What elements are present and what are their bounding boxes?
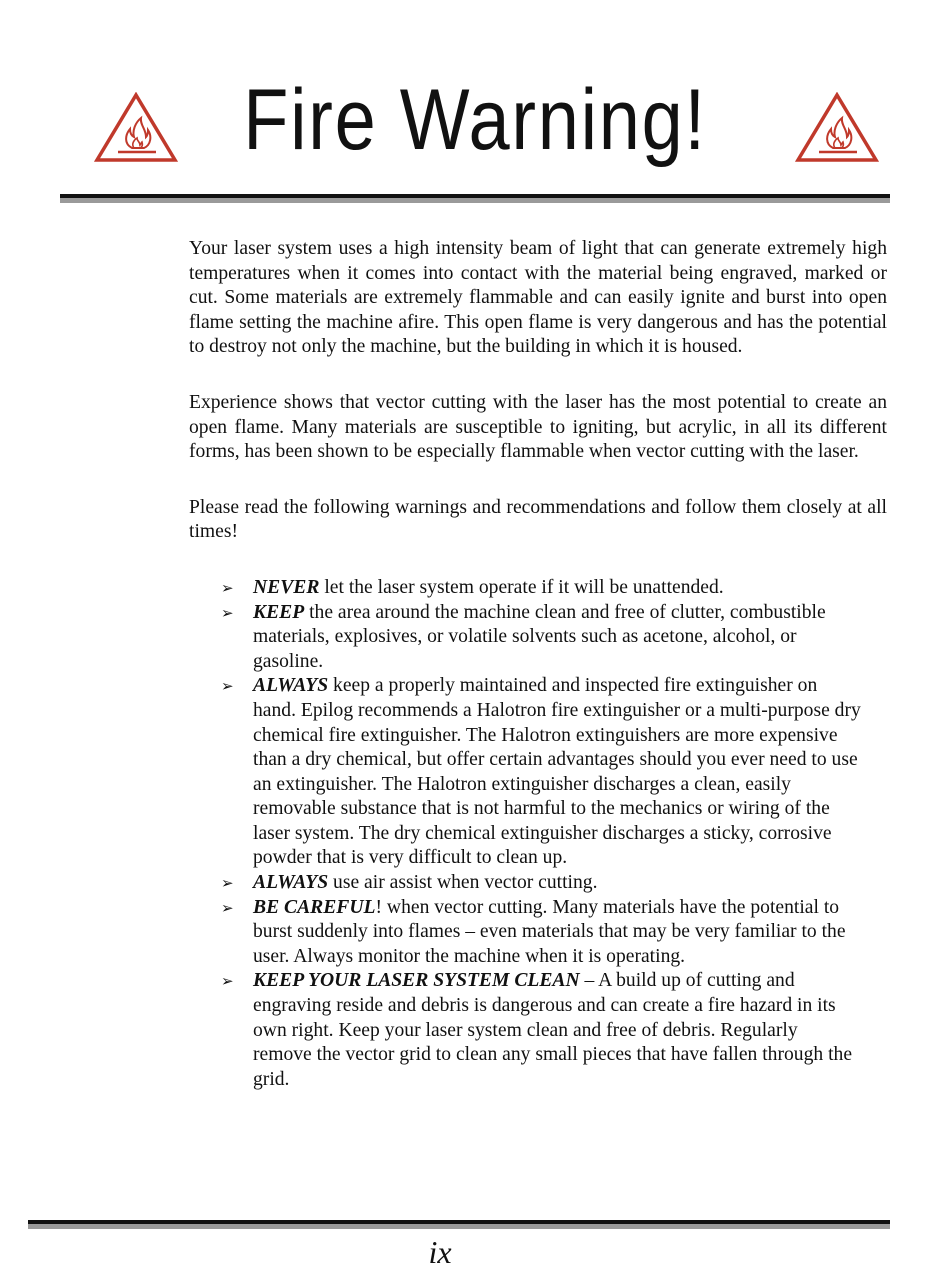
warning-emphasis: BE CAREFUL bbox=[253, 896, 376, 918]
arrow-bullet-icon: ➢ bbox=[221, 898, 234, 917]
warning-text: – A build up of cutting and engraving reside and debris is dangerous and can create a fire hazard in its own right. Keep your laser system clean and free of debris. Regularly remove the vector grid to clean any small pieces that have fallen through the grid. bbox=[253, 970, 853, 1090]
warning-emphasis: KEEP bbox=[253, 601, 305, 623]
page-title: Fire Warning! bbox=[243, 72, 707, 168]
warning-text: keep a properly maintained and inspected fire extinguisher on hand. Epilog recommends a Halotron fire extinguisher or a multi-purpose dry chemical fire extinguisher. The Halotron extinguishers are more expensive than a dry chemical, but offer certain advantages should you ever need to use an extinguisher. The Halotron extinguisher discharges a clean, easily removable substance that is not harmful to the mechanics or wiring of the laser system. The dry chemical extinguisher discharges a sticky, corrosive powder that is very difficult to clean up. bbox=[253, 675, 861, 869]
warning-emphasis: KEEP YOUR LASER SYSTEM CLEAN bbox=[253, 970, 580, 992]
warning-text: the area around the machine clean and free of clutter, combustible materials, explosives, or volatile solvents such as acetone, alcohol, or gasoline. bbox=[253, 601, 826, 672]
list-item bbox=[221, 576, 861, 601]
read-warnings-paragraph: Please read the following warnings and recommendations and follow them closely at all times! bbox=[189, 496, 887, 543]
warning-text: ! when vector cutting. Many materials have the potential to burst suddenly into flames – even materials that may be very familiar to the user. Always monitor the machine when it is operating. bbox=[253, 896, 846, 967]
list-item bbox=[221, 674, 861, 871]
warning-body bbox=[189, 237, 887, 1092]
footer-divider bbox=[28, 1220, 890, 1229]
header-divider bbox=[60, 194, 890, 203]
warning-text: use air assist when vector cutting. bbox=[328, 872, 598, 894]
list-item bbox=[221, 969, 861, 1092]
page-header bbox=[0, 70, 950, 180]
arrow-bullet-icon: ➢ bbox=[221, 972, 234, 991]
arrow-bullet-icon: ➢ bbox=[221, 578, 234, 597]
vector-cutting-paragraph: Experience shows that vector cutting with the laser has the most potential to create an open flame. Many materials are susceptible to igniting, but acrylic, in all its different forms, has been shown to be especially flammable when vector cutting with the laser. bbox=[189, 391, 887, 463]
warnings-list bbox=[221, 576, 861, 1092]
fire-warning-triangle-icon bbox=[795, 92, 879, 164]
list-item bbox=[221, 871, 861, 896]
list-item bbox=[221, 896, 861, 970]
warning-text: let the laser system operate if it will be unattended. bbox=[319, 576, 724, 598]
arrow-bullet-icon: ➢ bbox=[221, 603, 234, 622]
arrow-bullet-icon: ➢ bbox=[221, 874, 234, 893]
list-item bbox=[221, 601, 861, 675]
warning-emphasis: ALWAYS bbox=[253, 872, 329, 894]
page-number: ix bbox=[428, 1234, 452, 1270]
warning-emphasis: NEVER bbox=[253, 576, 320, 598]
intro-paragraph: Your laser system uses a high intensity beam of light that can generate extremely high temperatures when it comes into contact with the material being engraved, marked or cut. Some materials are extremely flammable and can easily ignite and burst into open flame setting the machine afire. This open flame is very dangerous and has the potential to destroy not only the machine, but the building in which it is housed. bbox=[189, 238, 887, 358]
warning-emphasis: ALWAYS bbox=[253, 675, 329, 697]
arrow-bullet-icon: ➢ bbox=[221, 677, 234, 696]
